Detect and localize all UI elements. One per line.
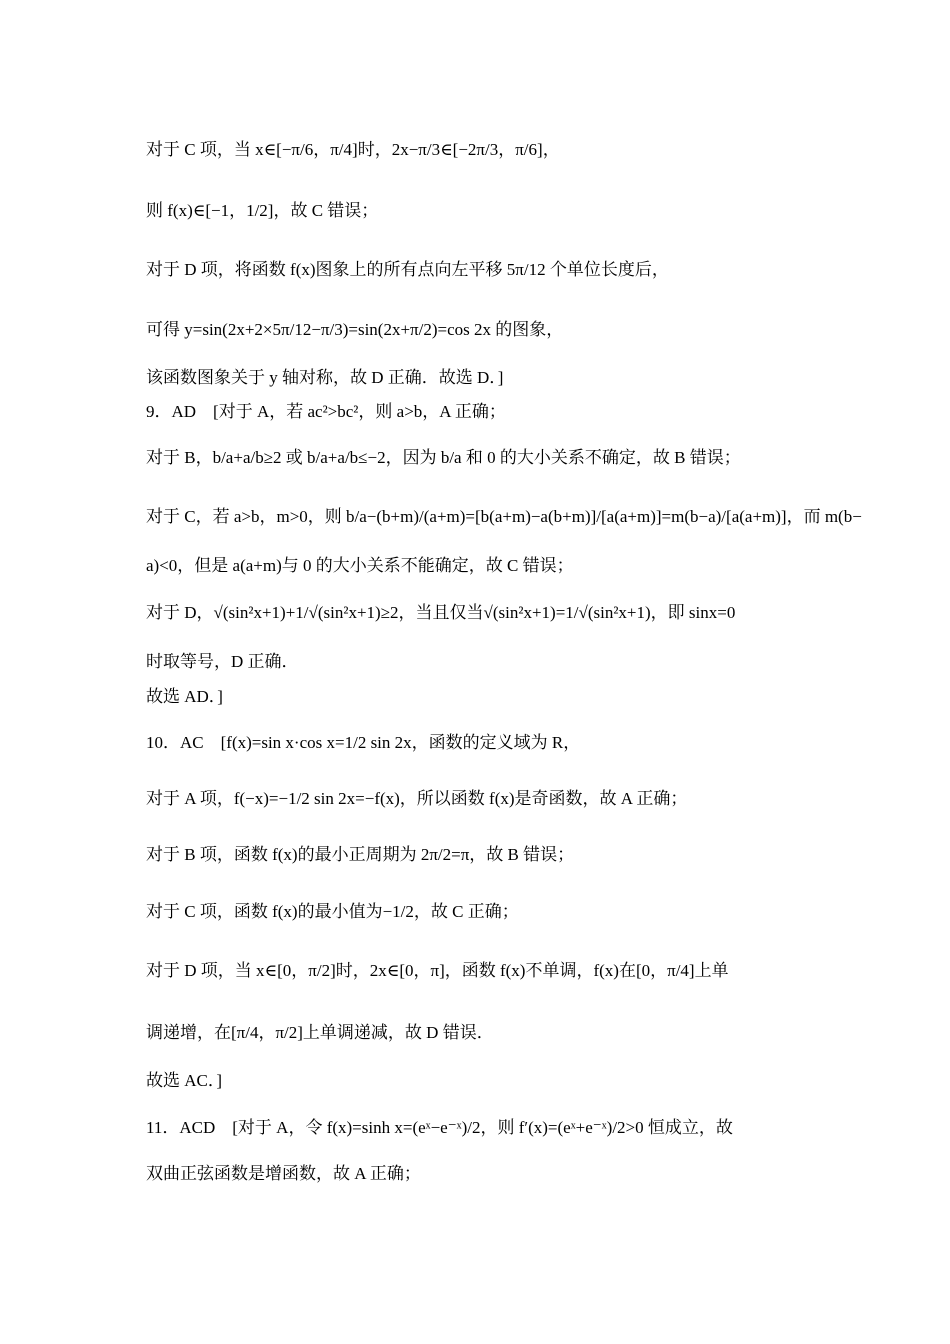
line-10: 对于 D，√(sin²x+1)+1/√(sin²x+1)≥2，当且仅当√(sin²x+1)=1/√(sin²x+1)，即 sinx=0 — [146, 603, 736, 622]
line-9: a)<0，但是 a(a+m)与 0 的大小关系不能确定，故 C 错误； — [146, 556, 574, 575]
line-3: 对于 D 项，将函数 f(x)图象上的所有点向左平移 5π/12 个单位长度后， — [146, 260, 669, 279]
line-11: 时取等号，D 正确． — [146, 652, 299, 671]
line-18: 调递增，在[π/4，π/2]上单调递减，故 D 错误． — [146, 1023, 494, 1042]
line-17: 对于 D 项，当 x∈[0，π/2]时，2x∈[0，π]，函数 f(x)不单调，f(x)在[0，π/4]上单 — [146, 961, 729, 980]
line-19: 故选 AC．] — [146, 1071, 223, 1090]
line-21: 双曲正弦函数是增函数，故 A 正确； — [146, 1164, 421, 1183]
line-7: 对于 B，b/a+a/b≥2 或 b/a+a/b≤−2，因为 b/a 和 0 的大小关系不确定，故 B 错误； — [146, 448, 741, 467]
line-1: 对于 C 项，当 x∈[−π/6，π/4]时，2x−π/3∈[−2π/3，π/6]， — [146, 140, 560, 159]
line-12: 故选 AD．] — [146, 687, 223, 706]
line-13: 10．AC [f(x)=sin x·cos x=1/2 sin 2x，函数的定义域为 R， — [146, 733, 581, 752]
line-4: 可得 y=sin(2x+2×5π/12−π/3)=sin(2x+π/2)=cos 2x 的图象， — [146, 320, 564, 339]
line-20: 11．ACD [对于 A，令 f(x)=sinh x=(eˣ−e⁻ˣ)/2，则 f′(x)=(eˣ+e⁻ˣ)/2>0 恒成立，故 — [146, 1118, 733, 1137]
line-8: 对于 C，若 a>b，m>0，则 b/a−(b+m)/(a+m)=[b(a+m)−a(b+m)]/[a(a+m)]=m(b−a)/[a(a+m)]，而 m(b− — [146, 507, 862, 526]
line-16: 对于 C 项，函数 f(x)的最小值为−1/2，故 C 正确； — [146, 902, 519, 921]
line-5: 该函数图象关于 y 轴对称，故 D 正确．故选 D．] — [146, 368, 504, 387]
line-15: 对于 B 项，函数 f(x)的最小正周期为 2π/2=π，故 B 错误； — [146, 845, 575, 864]
line-14: 对于 A 项，f(−x)=−1/2 sin 2x=−f(x)，所以函数 f(x)是奇函数，故 A 正确； — [146, 789, 688, 808]
line-2: 则 f(x)∈[−1，1/2]，故 C 错误； — [146, 201, 379, 220]
line-6: 9．AD [对于 A，若 ac²>bc²，则 a>b，A 正确； — [146, 402, 506, 421]
